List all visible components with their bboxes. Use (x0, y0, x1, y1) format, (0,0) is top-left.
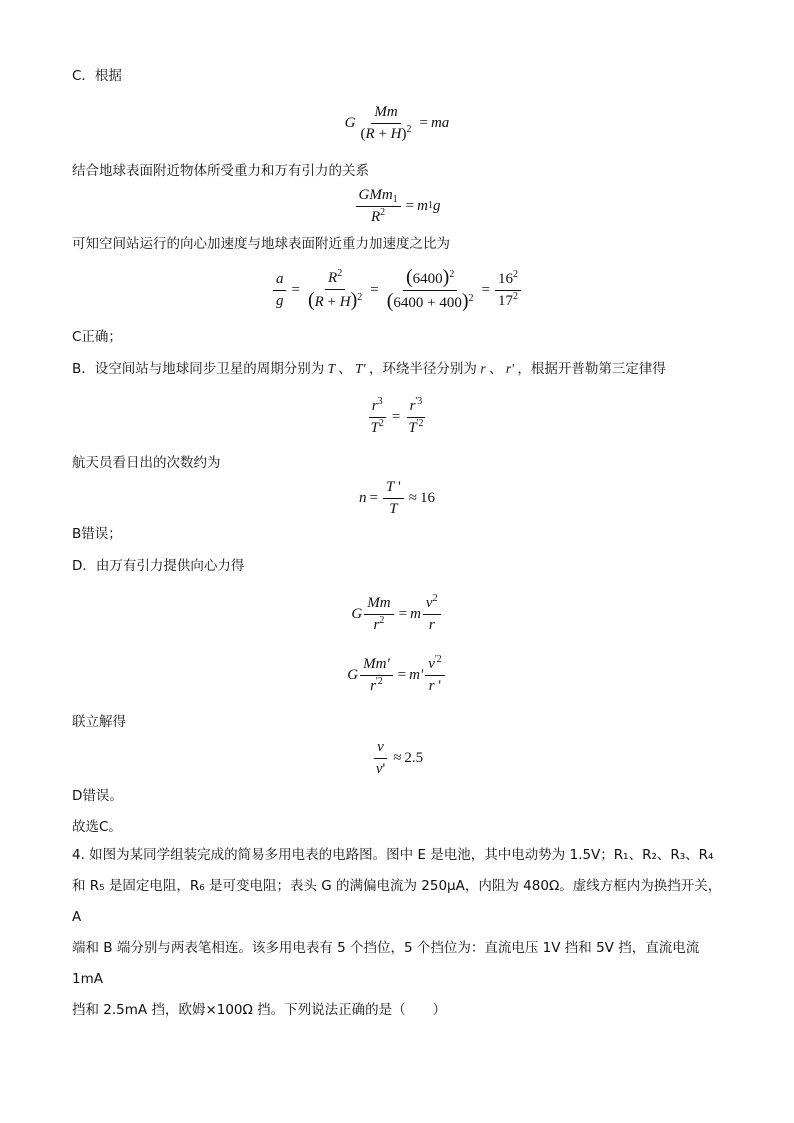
ratio-result-denominator: 17 (498, 292, 514, 309)
question-4-line-2: 和 R₅ 是固定电阻，R₆ 是可变电阻；表头 G 的满偏电流为 250μA，内阻为 480Ω。虚线方框内为换挡开关，A (72, 878, 722, 925)
equation-acceleration-ratio: $\frac{a}{g}$ = $\frac{R^2}{(R + H)^2}$ = $\frac{(6400)^2}{(6400 + 400)^2}$ = $\frac{16^2}{17^2}$ (0, 264, 794, 316)
equation-speed-ratio: $\frac{v}{v'}$ ≈ 2.5 (375, 738, 424, 777)
sunrise-intro: 航天员看日出的次数约为 (72, 455, 221, 471)
option-b-verdict: B错误； (72, 526, 122, 542)
question-4-line-1: 4. 如图为某同学组装完成的简易多用电表的电路图。图中 E 是电池，其中电动势为 1.5V；R₁、R₂、R₃、R₄ (72, 847, 714, 863)
option-b-intro-part2: ，环绕半径分别为 (368, 361, 477, 377)
option-b-intro-part3: ，根据开普勒第三定律得 (517, 361, 666, 377)
question-4-stem (72, 840, 728, 1026)
equation-kepler-third-law: $\frac{r^3}{T^2}$ = $\frac{r^{'3}}{T^{'2}}$ (370, 395, 424, 436)
option-d-verdict: D错误。 (72, 788, 123, 804)
ratio-result-numerator: 16 (498, 270, 514, 287)
equation-centripetal-satellite: G $\frac{Mm'}{r^{'2}}$ = m' $\frac{v^{'2}}{r '}$ (0, 653, 794, 697)
question-4-line-4: 挡和 2.5mA 挡，欧姆×100Ω 挡。下列说法正确的是（ ） (72, 1002, 447, 1018)
option-b-intro-part1: B．设空间站与地球同步卫星的周期分别为 (72, 361, 325, 377)
equation-centripetal-station: G $\frac{Mm}{r^2}$ = m $\frac{v^2}{r}$ (0, 592, 794, 636)
ratio-intro: 可知空间站运行的向心加速度与地球表面附近重力加速度之比为 (72, 236, 450, 252)
relation-intro: 结合地球表面附近物体所受重力和万有引力的关系 (72, 163, 369, 179)
speed-ratio-value: 2.5 (404, 749, 424, 766)
altitude-value: 400 (439, 294, 462, 311)
answer-statement: 故选C。 (72, 819, 122, 835)
option-b-intro: B．设空间站与地球同步卫星的周期分别为 T 、 T' ，环绕半径分别为 r 、 r' ，根据开普勒第三定律得 (72, 361, 666, 377)
equation-sunrise-count: n = $\frac{T '}{T}$ ≈ 16 (359, 478, 435, 517)
earth-radius-value: 6400 (412, 270, 443, 287)
equation-surface-gravity: $\frac{GMm_1}{R^2}$ = m 1 g (0, 186, 794, 226)
sunrise-count-value: 16 (420, 489, 435, 506)
option-c-intro: C．根据 (72, 68, 122, 84)
solve-intro: 联立解得 (72, 714, 126, 730)
equation-gravity-acceleration: G $\frac{Mm}{(R + H)^2}$ = ma (344, 103, 450, 142)
question-4-line-3: 端和 B 端分别与两表笔相连。该多用电表有 5 个挡位，5 个挡位为：直流电压 1V 挡和 5V 挡，直流电流 1mA (72, 940, 700, 987)
option-d-intro: D．由万有引力提供向心力得 (72, 558, 245, 574)
earth-radius-value-2: 6400 (393, 294, 424, 311)
option-c-verdict: C正确； (72, 329, 122, 345)
